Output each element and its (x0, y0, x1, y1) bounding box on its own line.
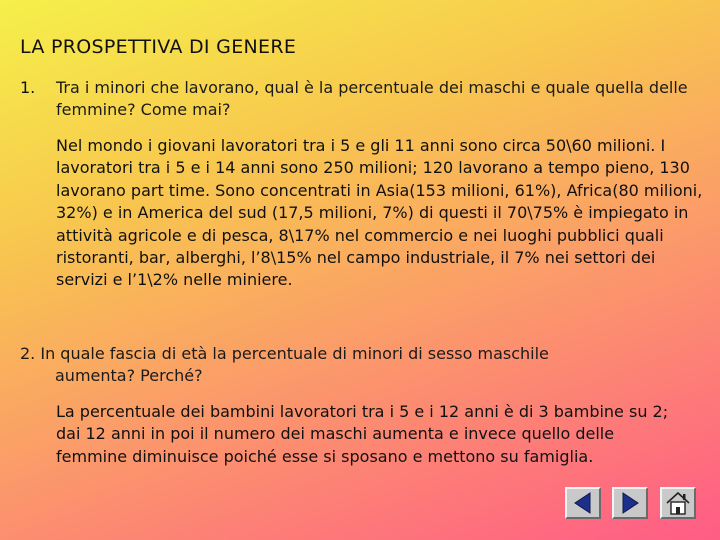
question-2 (20, 343, 670, 387)
house-icon (662, 489, 694, 517)
home-button[interactable] (660, 487, 696, 519)
question-1-text: Tra i minori che lavorano, qual è la percentuale dei maschi e quale quella delle femmine? Come mai? (56, 78, 688, 119)
previous-slide-button[interactable] (565, 487, 601, 519)
slide-title: LA PROSPETTIVA DI GENERE (20, 36, 297, 58)
next-slide-button[interactable] (612, 487, 648, 519)
question-2-line-1: 2. In quale fascia di età la percentuale di minori di sesso maschile (20, 344, 549, 363)
question-1-number: 1. (20, 78, 36, 97)
answer-2-text: La percentuale dei bambini lavoratori tra i 5 e i 12 anni è di 3 bambine su 2; dai 12 anni in poi il numero dei maschi aumenta e invece quello delle femmine diminuisce poiché esse si sposano e mettono su famiglia. (56, 402, 669, 466)
triangle-left-icon (567, 489, 599, 517)
question-2-line-2: aumenta? Perché? (55, 366, 203, 385)
answer-1-text: Nel mondo i giovani lavoratori tra i 5 e gli 11 anni sono circa 50\60 milioni. I lavoratori tra i 5 e i 14 anni sono 250 milioni; 120 lavorano a tempo pieno, 130 lavorano part time. Sono concentrati in Asia(153 milioni, 61%), Africa(80 milioni, 32%) e in America del sud (17,5 milioni, 7%) di questi il 70\75% è impiegato in attività agricole e di pesca, 8\17% nel commercio e nei luoghi pubblici quali ristoranti, bar, alberghi, l’8\15% nel campo industriale, il 7% nei settori dei servizi e l’1\2% nelle miniere. (56, 136, 703, 290)
triangle-right-icon (614, 489, 646, 517)
